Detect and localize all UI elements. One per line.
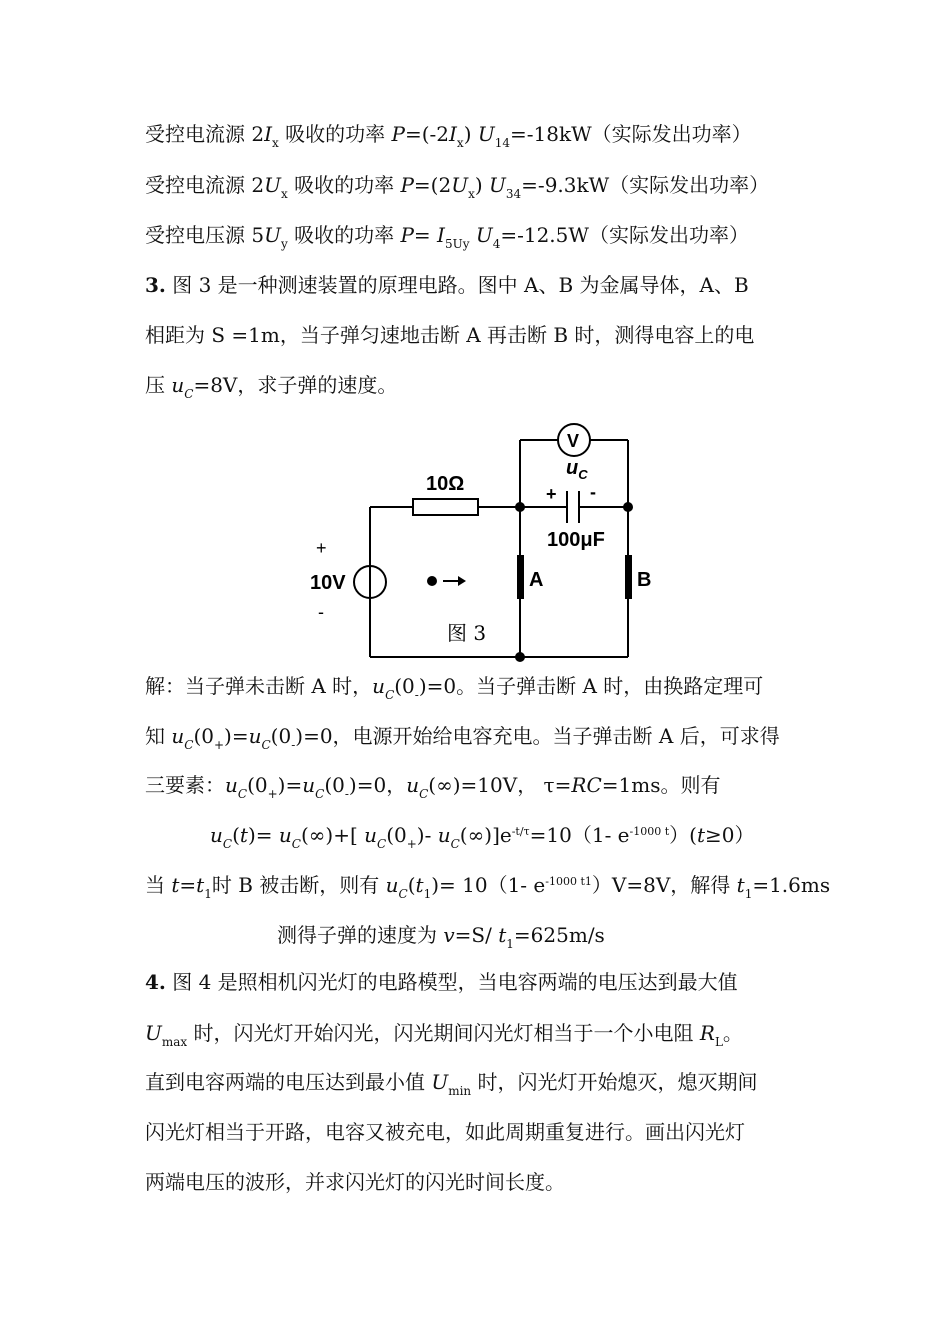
cap-minus-label: -	[590, 482, 596, 502]
node-dot	[515, 652, 525, 662]
power-line-1: 受控电流源 $2I_x$ 吸收的功率 $P=(-2I_x)$ $U_{14}=-18kW$（实际发出功率）	[145, 122, 752, 150]
arrow-right-icon	[458, 576, 466, 586]
solution-line-3: 三要素：$u_C(0_+)=u_C(0_-)=0$，$u_C(\infty)=10V$， τ=RC=1ms。则有	[145, 773, 721, 801]
q4-line-1: 4. 图 4 是照相机闪光灯的电路模型，当电容两端的电压达到最大值	[145, 970, 738, 994]
q4-line-4: 闪光灯相当于开路，电容又被充电，如此周期重复进行。画出闪光灯	[145, 1120, 745, 1144]
source-minus-label: -	[318, 602, 324, 622]
solution-line-1: 解：当子弹未击断 A 时，$u_C(0_-)=0$。当子弹击断 A 时，由换路定理可	[145, 674, 764, 702]
cap-plus-label: +	[546, 484, 557, 504]
q3-line-2: 相距为 S =1m，当子弹匀速地击断 A 再击断 B 时，测得电容上的电	[145, 323, 755, 347]
node-dot	[623, 502, 633, 512]
q3-line-1: 3. 图 3 是一种测速装置的原理电路。图中 A、B 为金属导体，A、B	[145, 273, 749, 297]
conductor-a-label: A	[529, 569, 544, 591]
solution-line-4: 当 $t=t_1$时 B 被击断，则有 $u_C(t_1)= 10(1-$ $e^{-1000 t1})V=8V$，解得 $t_1=1.6ms$	[145, 873, 831, 901]
resistor-10ohm	[413, 499, 478, 515]
conductor-b-label: B	[637, 569, 652, 591]
solution-line-5: 测得子弹的速度为 v=S/ $t_1=625m/s$	[277, 923, 605, 951]
cap-voltage-label: $u_C$	[566, 457, 588, 482]
q4-line-5: 两端电压的波形，并求闪光灯的闪光时间长度。	[145, 1170, 565, 1194]
capacitor-label: 100μF	[547, 529, 605, 551]
power-line-3: 受控电压源 $5U_y$ 吸收的功率 $P= I_{5Uy}$ $U_4=-12.5W$（实际发出功率）	[145, 223, 749, 251]
solution-line-2: 知 $u_C(0_+)=u_C(0_-)=0$，电源开始给电容充电。当子弹击断 A 后，可求得	[145, 724, 780, 752]
conductor-b	[625, 555, 632, 599]
figure-caption: 图 3	[447, 621, 487, 645]
power-line-2: 受控电流源 $2U_x$ 吸收的功率 $P=(2U_x)$ $U_{34}=-9.3kW$（实际发出功率）	[145, 173, 770, 201]
solution-equation: $u_C(t)= u_C(\infty)+$[ $u_C(0_+)-$ $u_C(\infty)]e^{-t/\tau}=10(1-$ $e^{-1000 t})(t\ge 0)$	[210, 823, 755, 851]
node-dot	[515, 502, 525, 512]
q4-line-2: $U_{max}$ 时，闪光灯开始闪光，闪光期间闪光灯相当于一个小电阻 $R_L$。	[145, 1021, 743, 1049]
q3-line-3: 压 $u_C=8V$，求子弹的速度。	[145, 373, 398, 401]
bullet-icon	[427, 576, 437, 586]
q4-line-3: 直到电容两端的电压达到最小值 $U_{min}$ 时，闪光灯开始熄灭，熄灭期间	[145, 1070, 758, 1098]
source-plus-label: +	[316, 538, 327, 558]
conductor-a	[517, 555, 524, 599]
resistor-label: 10Ω	[426, 473, 465, 495]
source-label: 10V	[310, 572, 346, 594]
voltmeter-label: V	[567, 431, 580, 451]
